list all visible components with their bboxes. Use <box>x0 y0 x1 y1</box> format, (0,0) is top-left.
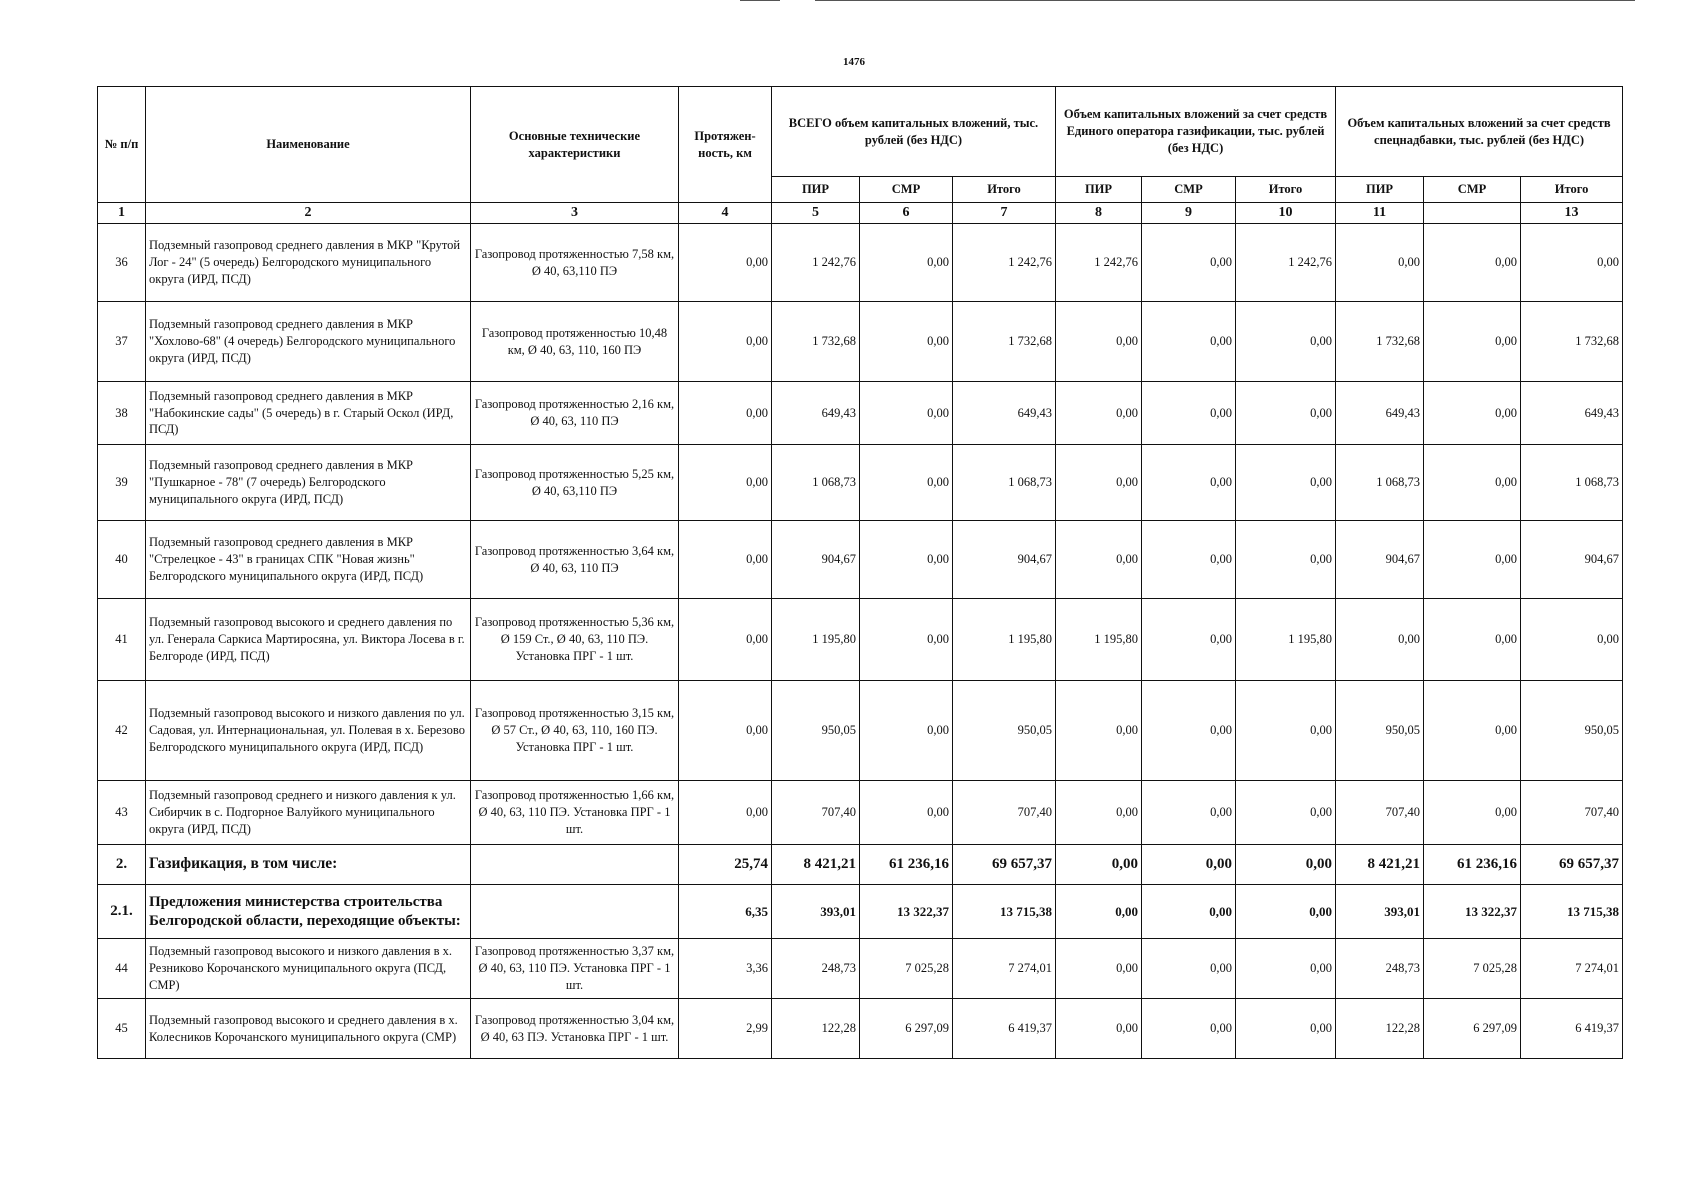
value-total-smr: 0,00 <box>860 781 953 845</box>
value-special-pir: 1 068,73 <box>1336 445 1424 521</box>
value-special-smr: 0,00 <box>1424 521 1521 599</box>
value-total-smr: 0,00 <box>860 445 953 521</box>
row-tech-spec: Газопровод протяженностью 1,66 км, Ø 40, 63, 110 ПЭ. Установка ПРГ - 1 шт. <box>471 781 679 845</box>
value-special-sum: 7 274,01 <box>1521 939 1623 999</box>
value-operator-pir: 0,00 <box>1056 999 1142 1059</box>
row-name: Газификация, в том числе: <box>146 845 471 885</box>
column-numbers-row <box>98 203 1623 224</box>
value-total-smr: 6 297,09 <box>860 999 953 1059</box>
table-row <box>98 302 1623 382</box>
value-total-smr: 0,00 <box>860 599 953 681</box>
row-name: Подземный газопровод высокого и среднего давления в х. Колесников Корочанского муниципального округа (СМР) <box>146 999 471 1059</box>
value-special-sum: 707,40 <box>1521 781 1623 845</box>
value-total-smr: 0,00 <box>860 681 953 781</box>
col-header-tech: Основные технические характеристики <box>471 87 679 203</box>
table-row <box>98 599 1623 681</box>
row-length: 0,00 <box>679 681 772 781</box>
value-total-smr: 61 236,16 <box>860 845 953 885</box>
row-number: 41 <box>98 599 146 681</box>
value-total-sum: 1 195,80 <box>953 599 1056 681</box>
column-number: 5 <box>772 203 860 224</box>
value-special-smr: 13 322,37 <box>1424 885 1521 939</box>
value-total-pir: 904,67 <box>772 521 860 599</box>
value-operator-pir: 0,00 <box>1056 382 1142 445</box>
column-number: 13 <box>1521 203 1623 224</box>
value-special-sum: 0,00 <box>1521 224 1623 302</box>
value-total-sum: 707,40 <box>953 781 1056 845</box>
value-special-sum: 0,00 <box>1521 599 1623 681</box>
value-operator-sum: 0,00 <box>1236 885 1336 939</box>
column-number: 1 <box>98 203 146 224</box>
value-operator-smr: 0,00 <box>1142 845 1236 885</box>
value-operator-pir: 1 242,76 <box>1056 224 1142 302</box>
value-operator-sum: 0,00 <box>1236 681 1336 781</box>
value-special-sum: 69 657,37 <box>1521 845 1623 885</box>
value-total-pir: 707,40 <box>772 781 860 845</box>
value-operator-pir: 0,00 <box>1056 885 1142 939</box>
section-row <box>98 845 1623 885</box>
table-row <box>98 781 1623 845</box>
value-total-smr: 7 025,28 <box>860 939 953 999</box>
row-length: 6,35 <box>679 885 772 939</box>
value-operator-pir: 0,00 <box>1056 445 1142 521</box>
value-operator-smr: 0,00 <box>1142 885 1236 939</box>
value-operator-pir: 0,00 <box>1056 681 1142 781</box>
column-number: 10 <box>1236 203 1336 224</box>
row-number: 2.1. <box>98 885 146 939</box>
value-total-sum: 13 715,38 <box>953 885 1056 939</box>
row-length: 0,00 <box>679 445 772 521</box>
value-total-sum: 950,05 <box>953 681 1056 781</box>
table-row <box>98 681 1623 781</box>
value-operator-pir: 0,00 <box>1056 781 1142 845</box>
value-special-smr: 61 236,16 <box>1424 845 1521 885</box>
row-length: 0,00 <box>679 302 772 382</box>
value-operator-smr: 0,00 <box>1142 999 1236 1059</box>
value-operator-pir: 0,00 <box>1056 939 1142 999</box>
value-total-sum: 69 657,37 <box>953 845 1056 885</box>
value-operator-sum: 0,00 <box>1236 302 1336 382</box>
row-number: 2. <box>98 845 146 885</box>
value-total-pir: 248,73 <box>772 939 860 999</box>
value-total-sum: 1 242,76 <box>953 224 1056 302</box>
value-operator-smr: 0,00 <box>1142 224 1236 302</box>
row-number: 38 <box>98 382 146 445</box>
row-tech-spec <box>471 885 679 939</box>
row-name: Подземный газопровод среднего давления в МКР "Хохлово-68" (4 очередь) Белгородского муниципального округа (ИРД, ПСД) <box>146 302 471 382</box>
value-special-smr: 0,00 <box>1424 445 1521 521</box>
value-total-sum: 1 732,68 <box>953 302 1056 382</box>
col-header-number: № п/п <box>98 87 146 203</box>
row-length: 0,00 <box>679 521 772 599</box>
value-operator-smr: 0,00 <box>1142 939 1236 999</box>
row-length: 25,74 <box>679 845 772 885</box>
value-operator-smr: 0,00 <box>1142 681 1236 781</box>
value-special-pir: 248,73 <box>1336 939 1424 999</box>
value-operator-smr: 0,00 <box>1142 382 1236 445</box>
row-length: 2,99 <box>679 999 772 1059</box>
column-number: 4 <box>679 203 772 224</box>
value-special-smr: 0,00 <box>1424 781 1521 845</box>
value-total-smr: 0,00 <box>860 302 953 382</box>
value-special-smr: 6 297,09 <box>1424 999 1521 1059</box>
row-number: 36 <box>98 224 146 302</box>
value-special-sum: 904,67 <box>1521 521 1623 599</box>
column-number: 7 <box>953 203 1056 224</box>
sub-header-total: Итого <box>1236 177 1336 203</box>
value-total-pir: 8 421,21 <box>772 845 860 885</box>
row-tech-spec: Газопровод протяженностью 3,37 км, Ø 40, 63, 110 ПЭ. Установка ПРГ - 1 шт. <box>471 939 679 999</box>
row-length: 3,36 <box>679 939 772 999</box>
value-operator-smr: 0,00 <box>1142 521 1236 599</box>
table-row <box>98 382 1623 445</box>
value-operator-smr: 0,00 <box>1142 781 1236 845</box>
sub-header-pir: ПИР <box>1336 177 1424 203</box>
value-operator-sum: 0,00 <box>1236 521 1336 599</box>
row-length: 0,00 <box>679 382 772 445</box>
value-operator-sum: 1 195,80 <box>1236 599 1336 681</box>
column-number: 6 <box>860 203 953 224</box>
value-operator-smr: 0,00 <box>1142 302 1236 382</box>
value-special-sum: 950,05 <box>1521 681 1623 781</box>
sub-header-smr: СМР <box>1424 177 1521 203</box>
table-row <box>98 521 1623 599</box>
row-number: 39 <box>98 445 146 521</box>
value-total-sum: 1 068,73 <box>953 445 1056 521</box>
value-special-pir: 950,05 <box>1336 681 1424 781</box>
value-special-smr: 0,00 <box>1424 599 1521 681</box>
value-total-sum: 6 419,37 <box>953 999 1056 1059</box>
value-total-pir: 1 195,80 <box>772 599 860 681</box>
table-row <box>98 939 1623 999</box>
value-total-pir: 1 242,76 <box>772 224 860 302</box>
row-tech-spec: Газопровод протяженностью 3,15 км, Ø 57 Ст., Ø 40, 63, 110, 160 ПЭ. Установка ПРГ - 1 шт. <box>471 681 679 781</box>
value-special-pir: 8 421,21 <box>1336 845 1424 885</box>
sub-header-smr: СМР <box>860 177 953 203</box>
value-operator-sum: 0,00 <box>1236 999 1336 1059</box>
value-special-pir: 707,40 <box>1336 781 1424 845</box>
table-body <box>98 224 1623 1059</box>
value-special-pir: 0,00 <box>1336 224 1424 302</box>
value-total-pir: 1 732,68 <box>772 302 860 382</box>
column-number: 2 <box>146 203 471 224</box>
row-tech-spec <box>471 845 679 885</box>
value-operator-sum: 1 242,76 <box>1236 224 1336 302</box>
row-tech-spec: Газопровод протяженностью 7,58 км, Ø 40, 63,110 ПЭ <box>471 224 679 302</box>
value-special-sum: 649,43 <box>1521 382 1623 445</box>
row-number: 43 <box>98 781 146 845</box>
value-operator-pir: 1 195,80 <box>1056 599 1142 681</box>
value-operator-pir: 0,00 <box>1056 521 1142 599</box>
row-number: 45 <box>98 999 146 1059</box>
col-header-length: Протяжен-ность, км <box>679 87 772 203</box>
row-tech-spec: Газопровод протяженностью 3,04 км, Ø 40, 63 ПЭ. Установка ПРГ - 1 шт. <box>471 999 679 1059</box>
value-operator-smr: 0,00 <box>1142 599 1236 681</box>
value-special-smr: 7 025,28 <box>1424 939 1521 999</box>
value-total-sum: 904,67 <box>953 521 1056 599</box>
value-special-smr: 0,00 <box>1424 681 1521 781</box>
sub-header-smr: СМР <box>1142 177 1236 203</box>
value-special-pir: 1 732,68 <box>1336 302 1424 382</box>
value-special-pir: 393,01 <box>1336 885 1424 939</box>
row-number: 42 <box>98 681 146 781</box>
value-operator-pir: 0,00 <box>1056 302 1142 382</box>
row-name: Подземный газопровод среднего давления в МКР "Стрелецкое - 43" в границах СПК "Новая жизнь" Белгородского муниципального округа (ИРД, ПСД) <box>146 521 471 599</box>
table-row <box>98 999 1623 1059</box>
value-special-sum: 1 068,73 <box>1521 445 1623 521</box>
value-operator-pir: 0,00 <box>1056 845 1142 885</box>
row-tech-spec: Газопровод протяженностью 5,36 км, Ø 159 Ст., Ø 40, 63, 110 ПЭ. Установка ПРГ - 1 шт. <box>471 599 679 681</box>
row-tech-spec: Газопровод протяженностью 10,48 км, Ø 40, 63, 110, 160 ПЭ <box>471 302 679 382</box>
value-special-sum: 6 419,37 <box>1521 999 1623 1059</box>
value-total-sum: 649,43 <box>953 382 1056 445</box>
column-number: 9 <box>1142 203 1236 224</box>
sub-header-pir: ПИР <box>772 177 860 203</box>
column-number: 3 <box>471 203 679 224</box>
value-special-smr: 0,00 <box>1424 382 1521 445</box>
col-header-name: Наименование <box>146 87 471 203</box>
value-total-pir: 1 068,73 <box>772 445 860 521</box>
row-length: 0,00 <box>679 224 772 302</box>
value-operator-sum: 0,00 <box>1236 445 1336 521</box>
row-name: Подземный газопровод среднего и низкого давления к ул. Сибирчик в с. Подгорное Валуйкого муниципального округа (ИРД, ПСД) <box>146 781 471 845</box>
value-special-pir: 649,43 <box>1336 382 1424 445</box>
value-special-pir: 0,00 <box>1336 599 1424 681</box>
sub-header-total: Итого <box>1521 177 1623 203</box>
row-length: 0,00 <box>679 599 772 681</box>
row-name: Подземный газопровод среднего давления в МКР "Пушкарное - 78" (7 очередь) Белгородского муниципального округа (ИРД, ПСД) <box>146 445 471 521</box>
page-number: 1476 <box>843 56 865 68</box>
group-header-operator: Объем капитальных вложений за счет средств Единого оператора газификации, тыс. рублей (без НДС) <box>1056 87 1336 177</box>
group-header-special: Объем капитальных вложений за счет средств спецнадбавки, тыс. рублей (без НДС) <box>1336 87 1623 177</box>
value-total-pir: 393,01 <box>772 885 860 939</box>
row-name: Подземный газопровод среднего давления в МКР "Набокинские сады" (5 очередь) в г. Старый Оскол (ИРД, ПСД) <box>146 382 471 445</box>
sub-header-pir: ПИР <box>1056 177 1142 203</box>
top-rule-right <box>815 0 1635 1</box>
value-total-smr: 0,00 <box>860 521 953 599</box>
row-tech-spec: Газопровод протяженностью 5,25 км, Ø 40, 63,110 ПЭ <box>471 445 679 521</box>
row-number: 37 <box>98 302 146 382</box>
row-name: Предложения министерства строительства Белгородской области, переходящие объекты: <box>146 885 471 939</box>
row-tech-spec: Газопровод протяженностью 2,16 км, Ø 40, 63, 110 ПЭ <box>471 382 679 445</box>
value-total-sum: 7 274,01 <box>953 939 1056 999</box>
column-number: 11 <box>1336 203 1424 224</box>
value-total-smr: 0,00 <box>860 382 953 445</box>
column-number: 8 <box>1056 203 1142 224</box>
value-operator-smr: 0,00 <box>1142 445 1236 521</box>
capital-investment-table <box>97 86 1623 1059</box>
value-total-smr: 13 322,37 <box>860 885 953 939</box>
value-operator-sum: 0,00 <box>1236 382 1336 445</box>
sub-header-total: Итого <box>953 177 1056 203</box>
value-special-smr: 0,00 <box>1424 302 1521 382</box>
row-tech-spec: Газопровод протяженностью 3,64 км, Ø 40, 63, 110 ПЭ <box>471 521 679 599</box>
value-special-pir: 904,67 <box>1336 521 1424 599</box>
value-special-sum: 13 715,38 <box>1521 885 1623 939</box>
row-name: Подземный газопровод среднего давления в МКР "Крутой Лог - 24" (5 очередь) Белгородского муниципального округа (ИРД, ПСД) <box>146 224 471 302</box>
row-name: Подземный газопровод высокого и низкого давления в х. Резниково Корочанского муниципального округа (ПСД, СМР) <box>146 939 471 999</box>
value-operator-sum: 0,00 <box>1236 845 1336 885</box>
table-row <box>98 224 1623 302</box>
row-number: 40 <box>98 521 146 599</box>
row-name: Подземный газопровод высокого и низкого давления по ул. Садовая, ул. Интернациональная, ул. Полевая в х. Березово Белгородского муниципального округа (ИРД, ПСД) <box>146 681 471 781</box>
subsection-row <box>98 885 1623 939</box>
column-number <box>1424 203 1521 224</box>
value-operator-sum: 0,00 <box>1236 781 1336 845</box>
value-total-pir: 950,05 <box>772 681 860 781</box>
value-total-smr: 0,00 <box>860 224 953 302</box>
group-header-total: ВСЕГО объем капитальных вложений, тыс. рублей (без НДС) <box>772 87 1056 177</box>
table-row <box>98 445 1623 521</box>
value-special-pir: 122,28 <box>1336 999 1424 1059</box>
value-special-sum: 1 732,68 <box>1521 302 1623 382</box>
row-length: 0,00 <box>679 781 772 845</box>
row-name: Подземный газопровод высокого и среднего давления по ул. Генерала Саркиса Мартиросяна, ул. Виктора Лосева в г. Белгороде (ИРД, ПСД) <box>146 599 471 681</box>
value-total-pir: 649,43 <box>772 382 860 445</box>
top-rule-left <box>740 0 780 1</box>
row-number: 44 <box>98 939 146 999</box>
value-operator-sum: 0,00 <box>1236 939 1336 999</box>
value-special-smr: 0,00 <box>1424 224 1521 302</box>
value-total-pir: 122,28 <box>772 999 860 1059</box>
